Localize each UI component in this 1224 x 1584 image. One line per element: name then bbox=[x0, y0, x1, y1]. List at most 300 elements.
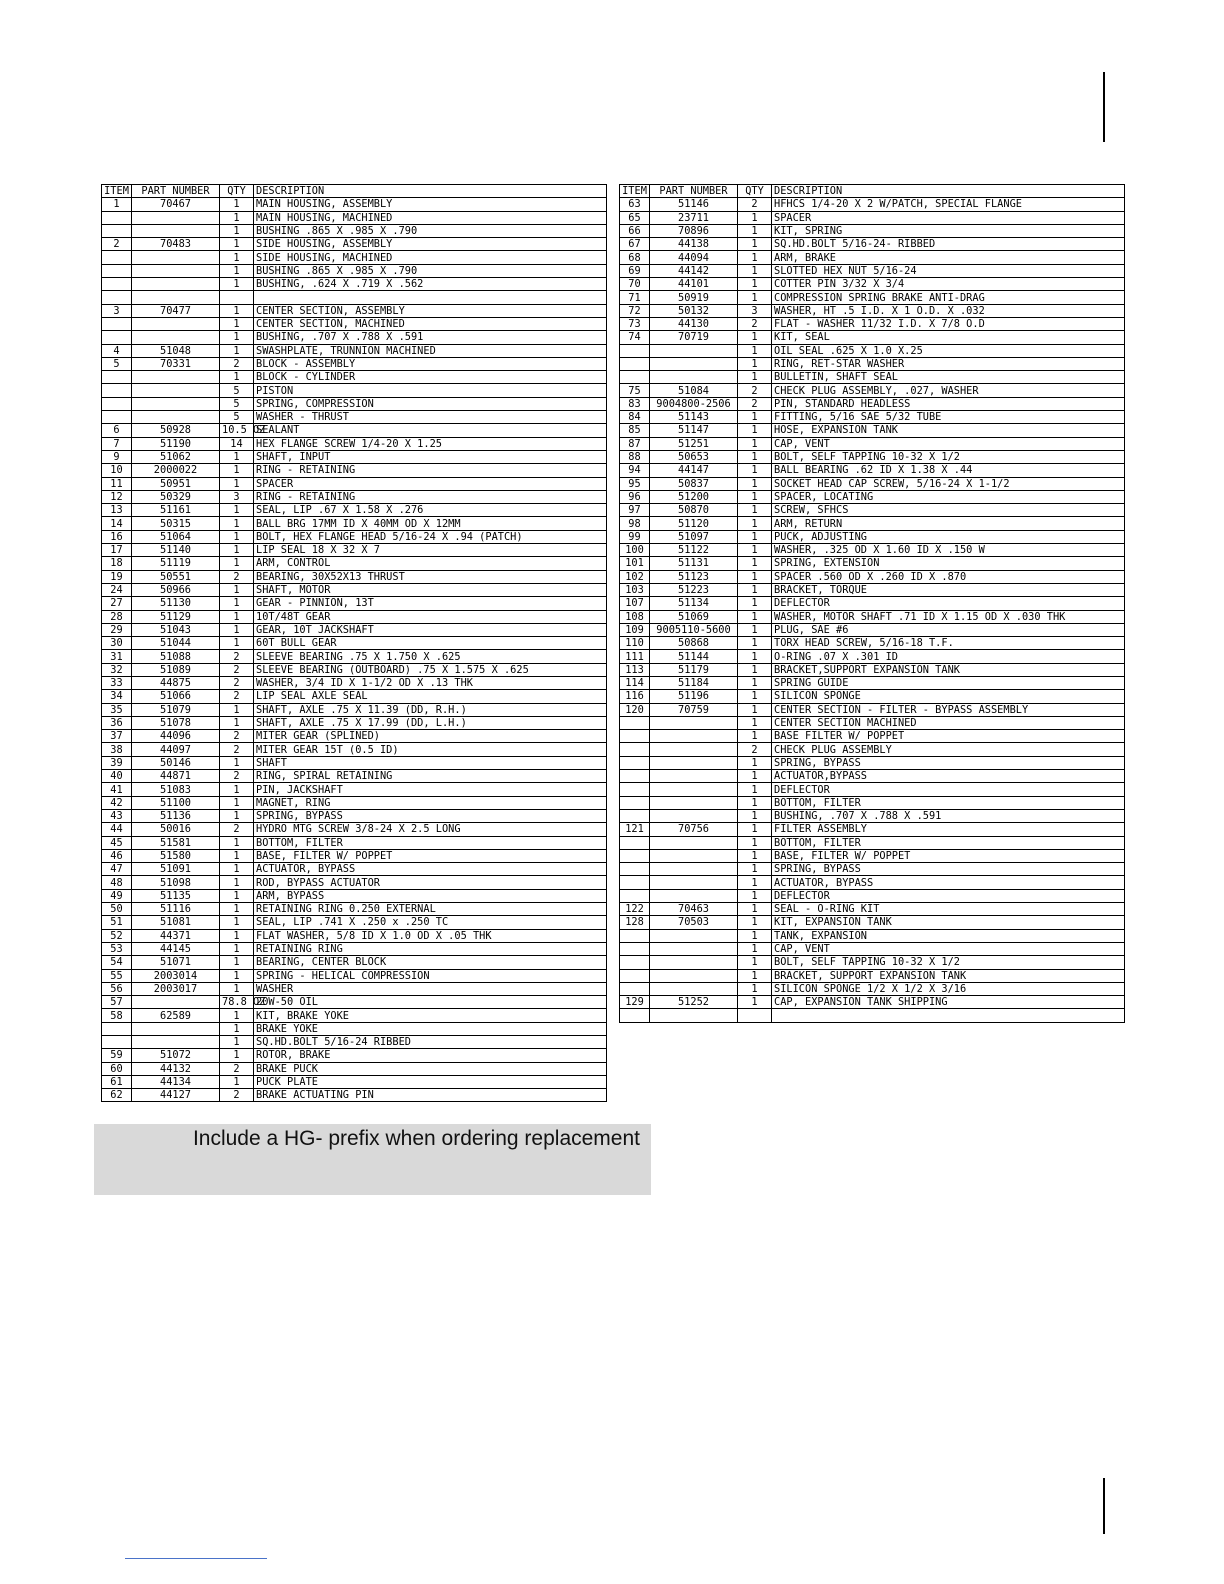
cell-description: MAIN HOUSING, MACHINED bbox=[254, 211, 607, 224]
cell-description: BUSHING, .624 X .719 X .562 bbox=[254, 278, 607, 291]
cell-part-number: 50132 bbox=[650, 304, 738, 317]
table-row bbox=[102, 969, 607, 982]
cell-description: ROD, BYPASS ACTUATOR bbox=[254, 876, 607, 889]
cell-description: SPACER .560 OD X .260 ID X .870 bbox=[772, 570, 1125, 583]
cell-description: BALL BRG 17MM ID X 40MM OD X 12MM bbox=[254, 517, 607, 530]
cell-item: 17 bbox=[102, 544, 132, 557]
cell-part-number bbox=[650, 849, 738, 862]
cell-qty: 1 bbox=[220, 504, 254, 517]
cell-description: SEAL - O-RING KIT bbox=[772, 903, 1125, 916]
table-row bbox=[102, 583, 607, 596]
cell-part-number: 51100 bbox=[132, 796, 220, 809]
cell-item: 62 bbox=[102, 1089, 132, 1102]
cell-qty: 1 bbox=[220, 450, 254, 463]
cell-description: ACTUATOR, BYPASS bbox=[772, 876, 1125, 889]
cell-part-number: 50919 bbox=[650, 291, 738, 304]
cell-description: BALL BEARING .62 ID X 1.38 X .44 bbox=[772, 464, 1125, 477]
cell-item: 45 bbox=[102, 836, 132, 849]
cell-part-number bbox=[650, 836, 738, 849]
cell-qty: 2 bbox=[220, 1089, 254, 1102]
cell-part-number: 51223 bbox=[650, 583, 738, 596]
cell-item: 3 bbox=[102, 304, 132, 317]
table-row bbox=[102, 623, 607, 636]
cell-item: 52 bbox=[102, 929, 132, 942]
cell-qty: 1 bbox=[220, 557, 254, 570]
table-row bbox=[102, 424, 607, 437]
cell-item: 88 bbox=[620, 450, 650, 463]
cell-description: SLOTTED HEX NUT 5/16-24 bbox=[772, 264, 1125, 277]
cell-description: SPRING, BYPASS bbox=[772, 756, 1125, 769]
table-row bbox=[102, 637, 607, 650]
table-row bbox=[102, 1009, 607, 1022]
cell-item bbox=[620, 969, 650, 982]
cell-part-number: 70896 bbox=[650, 224, 738, 237]
table-row bbox=[620, 477, 1125, 490]
cell-qty: 1 bbox=[738, 331, 772, 344]
cell-part-number: 2003017 bbox=[132, 982, 220, 995]
table-row bbox=[102, 836, 607, 849]
table-row bbox=[620, 238, 1125, 251]
cell-part-number: 51120 bbox=[650, 517, 738, 530]
cell-qty: 1 bbox=[738, 796, 772, 809]
cell-qty: 1 bbox=[220, 889, 254, 902]
cell-item: 19 bbox=[102, 570, 132, 583]
table-row bbox=[102, 304, 607, 317]
cell-description: ARM, BRAKE bbox=[772, 251, 1125, 264]
cell-part-number: 50329 bbox=[132, 490, 220, 503]
table-row bbox=[620, 371, 1125, 384]
cell-item: 4 bbox=[102, 344, 132, 357]
cell-description: SILICON SPONGE bbox=[772, 690, 1125, 703]
table-row bbox=[620, 583, 1125, 596]
cell-qty: 1 bbox=[738, 517, 772, 530]
cell-qty bbox=[220, 291, 254, 304]
table-row bbox=[620, 996, 1125, 1009]
table-row bbox=[620, 224, 1125, 237]
cell-item bbox=[102, 317, 132, 330]
cell-item: 68 bbox=[620, 251, 650, 264]
cell-description: 20W-50 OIL bbox=[254, 996, 607, 1009]
table-row bbox=[102, 490, 607, 503]
cell-item: 44 bbox=[102, 823, 132, 836]
table-row bbox=[620, 676, 1125, 689]
cell-item: 49 bbox=[102, 889, 132, 902]
table-row bbox=[102, 770, 607, 783]
cell-description: MITER GEAR (SPLINED) bbox=[254, 730, 607, 743]
table-row bbox=[102, 504, 607, 517]
cell-part-number: 51079 bbox=[132, 703, 220, 716]
cell-item: 59 bbox=[102, 1049, 132, 1062]
cell-description: KIT, SPRING bbox=[772, 224, 1125, 237]
cell-qty: 2 bbox=[220, 770, 254, 783]
cell-item: 129 bbox=[620, 996, 650, 1009]
cell-part-number bbox=[650, 344, 738, 357]
table-row bbox=[620, 730, 1125, 743]
cell-description: SPACER bbox=[254, 477, 607, 490]
cell-item: 67 bbox=[620, 238, 650, 251]
table-row bbox=[620, 437, 1125, 450]
cell-description: CENTER SECTION, MACHINED bbox=[254, 317, 607, 330]
cell-item bbox=[102, 411, 132, 424]
table-row bbox=[102, 211, 607, 224]
cell-item bbox=[620, 956, 650, 969]
cell-item: 97 bbox=[620, 504, 650, 517]
table-row bbox=[102, 982, 607, 995]
cell-description: BUSHING, .707 X .788 X .591 bbox=[254, 331, 607, 344]
cell-description: BRACKET,SUPPORT EXPANSION TANK bbox=[772, 663, 1125, 676]
cell-description: WASHER, .325 OD X 1.60 ID X .150 W bbox=[772, 544, 1125, 557]
cell-qty: 1 bbox=[738, 437, 772, 450]
cell-item: 46 bbox=[102, 849, 132, 862]
cell-description: HFHCS 1/4-20 X 2 W/PATCH, SPECIAL FLANGE bbox=[772, 198, 1125, 211]
cell-part-number: 50146 bbox=[132, 756, 220, 769]
cell-description: HEX FLANGE SCREW 1/4-20 X 1.25 bbox=[254, 437, 607, 450]
table-row bbox=[102, 956, 607, 969]
cell-qty: 1 bbox=[220, 610, 254, 623]
cell-description: SPRING, EXTENSION bbox=[772, 557, 1125, 570]
table-row bbox=[102, 1022, 607, 1035]
cell-description: SIDE HOUSING, MACHINED bbox=[254, 251, 607, 264]
cell-description: SHAFT, AXLE .75 X 11.39 (DD, R.H.) bbox=[254, 703, 607, 716]
cell-item: 10 bbox=[102, 464, 132, 477]
cell-part-number: 51078 bbox=[132, 716, 220, 729]
cell-part-number: 50966 bbox=[132, 583, 220, 596]
cell-qty: 1 bbox=[738, 211, 772, 224]
cell-description: PIN, JACKSHAFT bbox=[254, 783, 607, 796]
cell-item: 38 bbox=[102, 743, 132, 756]
table-row bbox=[102, 743, 607, 756]
cell-part-number: 51581 bbox=[132, 836, 220, 849]
cell-part-number: 51081 bbox=[132, 916, 220, 929]
cell-qty: 1 bbox=[738, 703, 772, 716]
table-row bbox=[620, 969, 1125, 982]
cell-qty: 1 bbox=[738, 557, 772, 570]
cell-qty: 1 bbox=[738, 464, 772, 477]
cell-description: SEAL, LIP .67 X 1.58 X .276 bbox=[254, 504, 607, 517]
cell-part-number bbox=[650, 982, 738, 995]
cell-item bbox=[620, 770, 650, 783]
cell-qty: 1 bbox=[220, 331, 254, 344]
cell-part-number: 44875 bbox=[132, 676, 220, 689]
table-row bbox=[620, 836, 1125, 849]
cell-item bbox=[102, 371, 132, 384]
cell-qty: 1 bbox=[738, 929, 772, 942]
table-row bbox=[620, 304, 1125, 317]
table-row bbox=[102, 929, 607, 942]
cell-item bbox=[620, 756, 650, 769]
table-row bbox=[102, 1049, 607, 1062]
cell-item bbox=[102, 331, 132, 344]
table-row bbox=[102, 650, 607, 663]
cell-item bbox=[102, 264, 132, 277]
cell-item: 34 bbox=[102, 690, 132, 703]
cell-qty: 10.5 OZ bbox=[220, 424, 254, 437]
cell-qty: 1 bbox=[220, 703, 254, 716]
table-row bbox=[102, 557, 607, 570]
cell-item bbox=[620, 876, 650, 889]
cell-description: HYDRO MTG SCREW 3/8-24 X 2.5 LONG bbox=[254, 823, 607, 836]
cell-part-number bbox=[132, 211, 220, 224]
table-row bbox=[102, 876, 607, 889]
cell-qty: 1 bbox=[220, 863, 254, 876]
cell-part-number: 50016 bbox=[132, 823, 220, 836]
cell-qty: 1 bbox=[738, 876, 772, 889]
table-row bbox=[620, 916, 1125, 929]
cell-description: SQ.HD.BOLT 5/16-24 RIBBED bbox=[254, 1036, 607, 1049]
cell-description: SPACER bbox=[772, 211, 1125, 224]
cell-qty: 2 bbox=[220, 823, 254, 836]
cell-part-number: 9005110-5600 bbox=[650, 623, 738, 636]
cell-description: ACTUATOR,BYPASS bbox=[772, 770, 1125, 783]
table-row bbox=[102, 357, 607, 370]
cell-qty: 2 bbox=[738, 743, 772, 756]
cell-qty: 1 bbox=[738, 716, 772, 729]
cell-part-number: 51130 bbox=[132, 597, 220, 610]
cell-description: KIT, BRAKE YOKE bbox=[254, 1009, 607, 1022]
ordering-note-box bbox=[94, 1124, 651, 1195]
cell-qty bbox=[738, 1009, 772, 1022]
table-row bbox=[620, 530, 1125, 543]
cell-item bbox=[620, 716, 650, 729]
cell-qty: 1 bbox=[220, 251, 254, 264]
cell-description: BOTTOM, FILTER bbox=[772, 836, 1125, 849]
cell-part-number: 51144 bbox=[650, 650, 738, 663]
header-qty: QTY bbox=[220, 185, 254, 198]
cell-qty: 1 bbox=[220, 956, 254, 969]
cell-description: TORX HEAD SCREW, 5/16-18 T.F. bbox=[772, 637, 1125, 650]
cell-qty: 1 bbox=[738, 956, 772, 969]
cell-item: 42 bbox=[102, 796, 132, 809]
cell-item: 98 bbox=[620, 517, 650, 530]
cell-part-number: 44134 bbox=[132, 1075, 220, 1088]
table-row bbox=[102, 942, 607, 955]
cell-description: CHECK PLUG ASSEMBLY, .027, WASHER bbox=[772, 384, 1125, 397]
cell-item: 128 bbox=[620, 916, 650, 929]
cell-item: 13 bbox=[102, 504, 132, 517]
header-description: DESCRIPTION bbox=[772, 185, 1125, 198]
table-row bbox=[620, 424, 1125, 437]
cell-part-number bbox=[650, 743, 738, 756]
cell-part-number: 70759 bbox=[650, 703, 738, 716]
cell-qty: 1 bbox=[738, 823, 772, 836]
table-row bbox=[102, 1062, 607, 1075]
cell-description: ARM, BYPASS bbox=[254, 889, 607, 902]
cell-item: 40 bbox=[102, 770, 132, 783]
table-row bbox=[102, 796, 607, 809]
table-row bbox=[102, 849, 607, 862]
cell-item: 56 bbox=[102, 982, 132, 995]
cell-description: OIL SEAL .625 X 1.0 X.25 bbox=[772, 344, 1125, 357]
cell-item: 5 bbox=[102, 357, 132, 370]
table-row bbox=[620, 743, 1125, 756]
cell-part-number: 44138 bbox=[650, 238, 738, 251]
table-row bbox=[620, 956, 1125, 969]
cell-item bbox=[620, 982, 650, 995]
table-row bbox=[102, 238, 607, 251]
cell-item bbox=[620, 849, 650, 862]
cell-part-number: 2000022 bbox=[132, 464, 220, 477]
cell-qty: 1 bbox=[220, 344, 254, 357]
cell-item: 27 bbox=[102, 597, 132, 610]
cell-description: MITER GEAR 15T (0.5 ID) bbox=[254, 743, 607, 756]
cell-part-number: 51252 bbox=[650, 996, 738, 1009]
cell-part-number: 44101 bbox=[650, 278, 738, 291]
cell-part-number: 44132 bbox=[132, 1062, 220, 1075]
cell-description: SIDE HOUSING, ASSEMBLY bbox=[254, 238, 607, 251]
cell-part-number bbox=[650, 357, 738, 370]
cell-description: LIP SEAL 18 X 32 X 7 bbox=[254, 544, 607, 557]
cell-item: 87 bbox=[620, 437, 650, 450]
cell-description: O-RING .07 X .301 ID bbox=[772, 650, 1125, 663]
cell-qty: 1 bbox=[738, 809, 772, 822]
cell-description: BUSHING .865 X .985 X .790 bbox=[254, 224, 607, 237]
cell-part-number: 51123 bbox=[650, 570, 738, 583]
table-row bbox=[102, 278, 607, 291]
cell-qty: 1 bbox=[738, 291, 772, 304]
table-row bbox=[620, 357, 1125, 370]
cell-item: 51 bbox=[102, 916, 132, 929]
cell-description: GEAR, 10T JACKSHAFT bbox=[254, 623, 607, 636]
margin-tick-bottom bbox=[1103, 1478, 1105, 1534]
cell-qty: 5 bbox=[220, 384, 254, 397]
cell-part-number: 50653 bbox=[650, 450, 738, 463]
cell-part-number bbox=[650, 770, 738, 783]
cell-description: BOTTOM, FILTER bbox=[772, 796, 1125, 809]
cell-qty: 1 bbox=[220, 317, 254, 330]
header-qty: QTY bbox=[738, 185, 772, 198]
cell-part-number bbox=[650, 956, 738, 969]
cell-part-number: 50551 bbox=[132, 570, 220, 583]
cell-qty: 1 bbox=[738, 450, 772, 463]
cell-item: 73 bbox=[620, 317, 650, 330]
table-row bbox=[620, 690, 1125, 703]
cell-description: DEFLECTOR bbox=[772, 889, 1125, 902]
cell-part-number: 51140 bbox=[132, 544, 220, 557]
table-row bbox=[102, 397, 607, 410]
cell-qty: 1 bbox=[738, 344, 772, 357]
cell-description: CAP, VENT bbox=[772, 942, 1125, 955]
cell-description: BRAKE PUCK bbox=[254, 1062, 607, 1075]
cell-item: 2 bbox=[102, 238, 132, 251]
cell-description: RING, SPIRAL RETAINING bbox=[254, 770, 607, 783]
cell-part-number: 51116 bbox=[132, 903, 220, 916]
table-row bbox=[620, 557, 1125, 570]
cell-qty: 2 bbox=[738, 198, 772, 211]
cell-part-number: 70467 bbox=[132, 198, 220, 211]
cell-part-number bbox=[132, 224, 220, 237]
cell-description: TANK, EXPANSION bbox=[772, 929, 1125, 942]
table-row bbox=[620, 264, 1125, 277]
cell-part-number: 51122 bbox=[650, 544, 738, 557]
cell-item: 111 bbox=[620, 650, 650, 663]
cell-item: 32 bbox=[102, 663, 132, 676]
table-row bbox=[620, 610, 1125, 623]
table-row bbox=[620, 663, 1125, 676]
cell-qty: 1 bbox=[220, 849, 254, 862]
table-row bbox=[620, 863, 1125, 876]
cell-qty: 5 bbox=[220, 411, 254, 424]
cell-description: CHECK PLUG ASSEMBLY bbox=[772, 743, 1125, 756]
ordering-note-text: Include a HG- prefix when ordering replacement bbox=[192, 1127, 640, 1150]
cell-qty: 3 bbox=[220, 490, 254, 503]
cell-item: 36 bbox=[102, 716, 132, 729]
table-row bbox=[102, 1075, 607, 1088]
table-row bbox=[102, 251, 607, 264]
cell-item bbox=[102, 1022, 132, 1035]
cell-qty: 2 bbox=[220, 743, 254, 756]
cell-item bbox=[620, 863, 650, 876]
cell-description: FLAT - WASHER 11/32 I.D. X 7/8 O.D bbox=[772, 317, 1125, 330]
cell-qty: 1 bbox=[220, 637, 254, 650]
cell-qty: 1 bbox=[738, 570, 772, 583]
cell-item: 74 bbox=[620, 331, 650, 344]
cell-qty: 1 bbox=[738, 650, 772, 663]
cell-item: 53 bbox=[102, 942, 132, 955]
cell-item: 55 bbox=[102, 969, 132, 982]
table-row bbox=[620, 849, 1125, 862]
table-row bbox=[102, 371, 607, 384]
cell-part-number: 50951 bbox=[132, 477, 220, 490]
cell-part-number: 2003014 bbox=[132, 969, 220, 982]
cell-qty: 1 bbox=[738, 863, 772, 876]
cell-qty: 1 bbox=[220, 982, 254, 995]
cell-item: 39 bbox=[102, 756, 132, 769]
cell-item bbox=[620, 836, 650, 849]
table-row bbox=[102, 996, 607, 1009]
cell-item: 63 bbox=[620, 198, 650, 211]
cell-part-number bbox=[132, 317, 220, 330]
table-row bbox=[102, 570, 607, 583]
cell-qty: 2 bbox=[738, 384, 772, 397]
cell-description: LIP SEAL AXLE SEAL bbox=[254, 690, 607, 703]
cell-qty: 1 bbox=[738, 278, 772, 291]
table-row bbox=[102, 823, 607, 836]
table-row bbox=[620, 291, 1125, 304]
cell-item: 109 bbox=[620, 623, 650, 636]
cell-qty: 1 bbox=[220, 783, 254, 796]
cell-item: 41 bbox=[102, 783, 132, 796]
cell-description: WASHER, 3/4 ID X 1-1/2 OD X .13 THK bbox=[254, 676, 607, 689]
table-row bbox=[620, 823, 1125, 836]
table-row bbox=[620, 1009, 1125, 1022]
cell-item: 37 bbox=[102, 730, 132, 743]
cell-item: 94 bbox=[620, 464, 650, 477]
cell-qty: 1 bbox=[738, 623, 772, 636]
cell-item bbox=[620, 796, 650, 809]
cell-item: 121 bbox=[620, 823, 650, 836]
cell-part-number bbox=[650, 969, 738, 982]
cell-qty: 1 bbox=[738, 597, 772, 610]
cell-qty: 1 bbox=[220, 1009, 254, 1022]
cell-item: 83 bbox=[620, 397, 650, 410]
cell-qty: 1 bbox=[220, 756, 254, 769]
cell-part-number bbox=[132, 411, 220, 424]
cell-qty: 1 bbox=[738, 411, 772, 424]
cell-part-number: 44142 bbox=[650, 264, 738, 277]
cell-qty: 1 bbox=[738, 477, 772, 490]
table-row bbox=[620, 344, 1125, 357]
cell-item bbox=[620, 344, 650, 357]
cell-qty: 1 bbox=[220, 583, 254, 596]
cell-description: SHAFT bbox=[254, 756, 607, 769]
table-row bbox=[620, 211, 1125, 224]
parts-table-right bbox=[619, 184, 1125, 1023]
cell-description: BOLT, HEX FLANGE HEAD 5/16-24 X .94 (PATCH) bbox=[254, 530, 607, 543]
cell-item: 96 bbox=[620, 490, 650, 503]
cell-description: BOLT, SELF TAPPING 10-32 X 1/2 bbox=[772, 450, 1125, 463]
cell-description: KIT, SEAL bbox=[772, 331, 1125, 344]
table-row bbox=[620, 517, 1125, 530]
